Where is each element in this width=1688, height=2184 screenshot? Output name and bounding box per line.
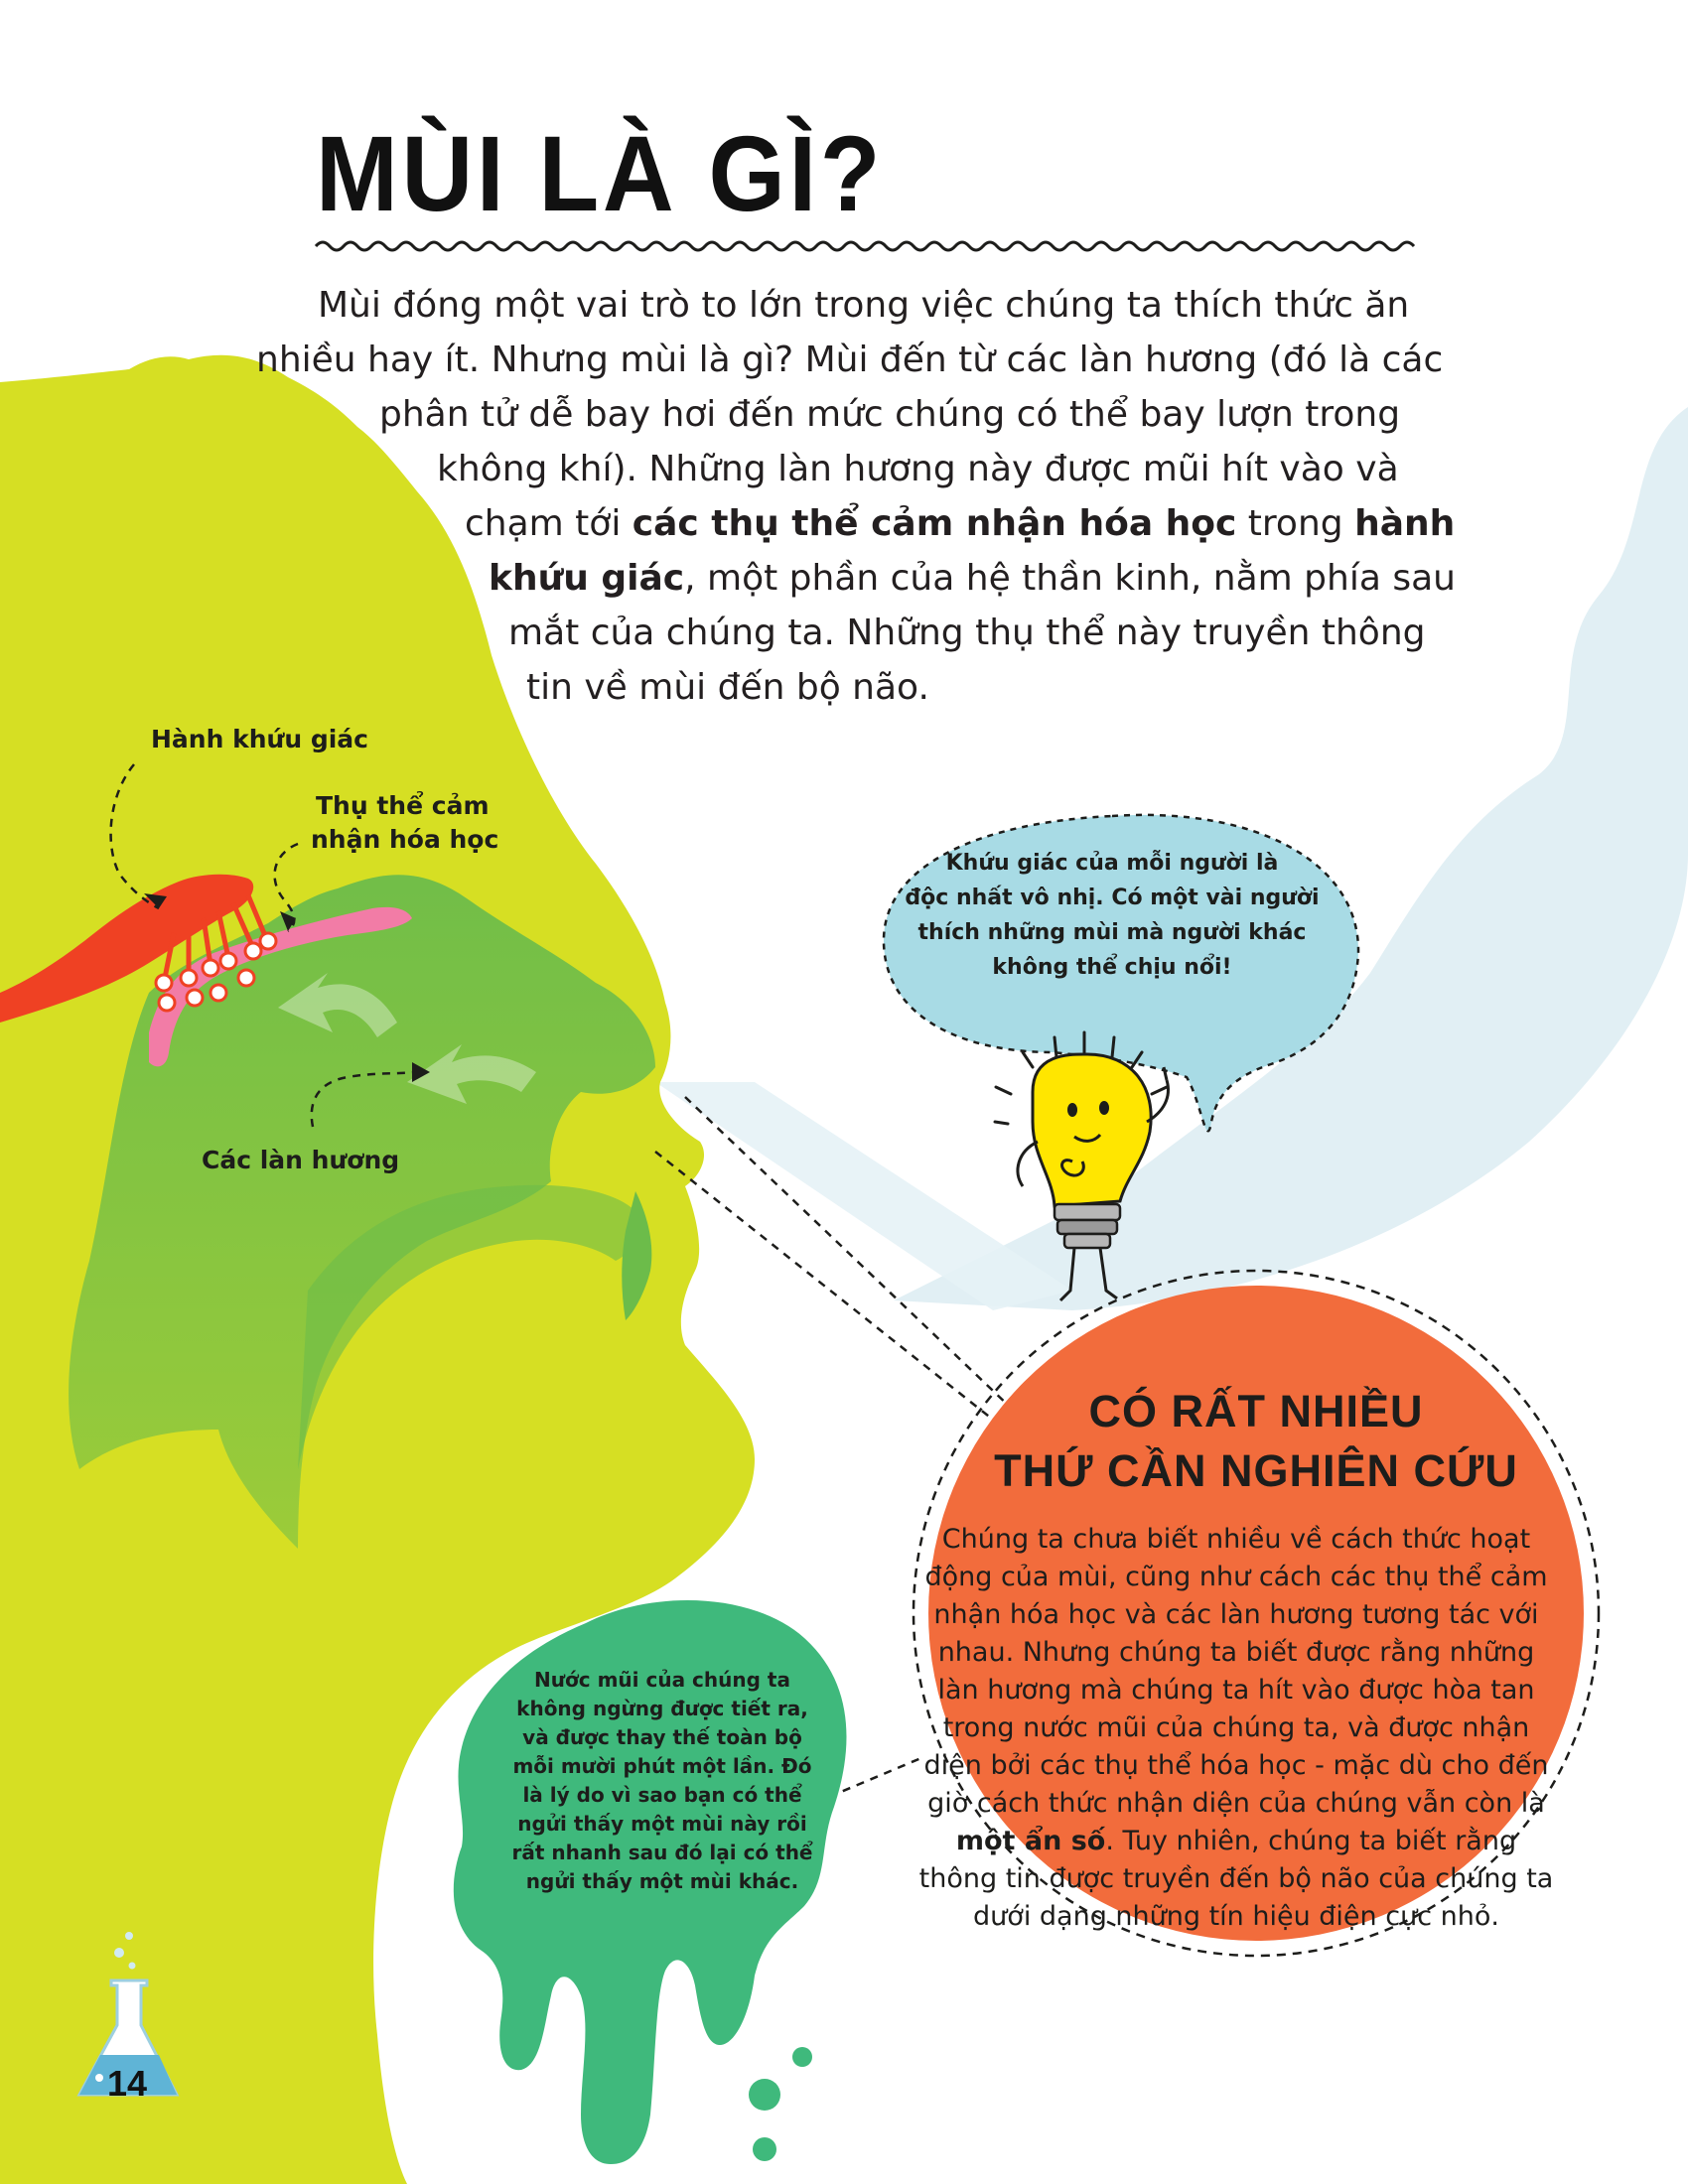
research-body-text: Chúng ta chưa biết nhiều về cách thức hoạt động của mùi, cũng như cách các thụ thể cảm nhận hóa học và các làn hương tương tác với nhau. Nhưng chúng ta biết được rằng những làn hương mà chúng ta hít vào được hòa tan trong nước mũi của chúng ta, và được nhận diện bởi các thụ thể hóa học - mặc dù cho đến giờ cách thức nhận diện của chúng vẫn còn là	[923, 1524, 1549, 1819]
label-receptors: Thụ thể cảm	[316, 791, 490, 820]
label-olfactory-bulb: Hành khứu giác	[151, 725, 368, 753]
research-title-line: THỨ CẦN NGHIÊN CỨU	[994, 1445, 1518, 1496]
research-title-line: CÓ RẤT NHIỀU	[1088, 1386, 1424, 1436]
intro-line: Mùi đóng một vai trò to lớn trong việc chúng ta thích thức ăn	[318, 285, 1410, 326]
label-receptors: nhận hóa học	[311, 825, 499, 854]
intro-line: mắt của chúng ta. Những thụ thể này truyền thông	[508, 613, 1426, 653]
bubble-line: độc nhất vô nhị. Có một vài người	[905, 886, 1320, 910]
bubble-line: không thể chịu nổi!	[992, 955, 1232, 980]
intro-line: không khí). Những làn hương này được mũi hít vào và	[437, 449, 1399, 489]
intro-line	[489, 551, 1456, 606]
page-title: MÙI LÀ GÌ?	[316, 113, 885, 233]
label-odors: Các làn hương	[202, 1146, 400, 1174]
bubble-line: thích những mùi mà người khác	[917, 920, 1307, 945]
snot-fact-text: Nước mũi của chúng ta không ngừng được tiết ra, và được thay thế toàn bộ mỗi mười phút một lần. Đó là lý do vì sao bạn có thể ngửi thấy một mùi này rồi rất nhanh sau đó lại có thể ngửi thấy một mùi khác.	[511, 1668, 813, 1893]
intro-bold-term: hành	[1354, 503, 1456, 544]
intro-line: tin về mùi đến bộ não.	[526, 667, 929, 708]
intro-line: nhiều hay ít. Nhưng mùi là gì? Mùi đến từ các làn hương (đó là các	[256, 340, 1444, 380]
thought-bubble-text	[894, 846, 1331, 985]
intro-line	[465, 496, 1455, 551]
intro-bold-term: khứu giác	[489, 558, 685, 599]
title-wavy-line	[316, 242, 1414, 250]
page-number: 14	[107, 2063, 148, 2104]
intro-line: phân tử dễ bay hơi đến mức chúng có thể bay lượn trong	[379, 394, 1401, 435]
research-body-bold: một ẩn số	[955, 1826, 1106, 1856]
intro-text: trong	[1236, 503, 1355, 544]
bubble-line: Khứu giác của mỗi người là	[945, 851, 1279, 876]
research-title	[923, 1382, 1589, 1501]
intro-text: , một phần của hệ thần kinh, nằm phía sau	[684, 558, 1456, 599]
intro-text: chạm tới	[465, 503, 633, 544]
intro-bold-term: các thụ thể cảm nhận hóa học	[632, 503, 1237, 544]
research-body-text: . Tuy nhiên, chúng ta biết rằng thông tin được truyền đến bộ não của chúng ta dưới dạng những tín hiệu điện cực nhỏ.	[918, 1826, 1554, 1932]
research-body	[918, 1521, 1554, 1936]
